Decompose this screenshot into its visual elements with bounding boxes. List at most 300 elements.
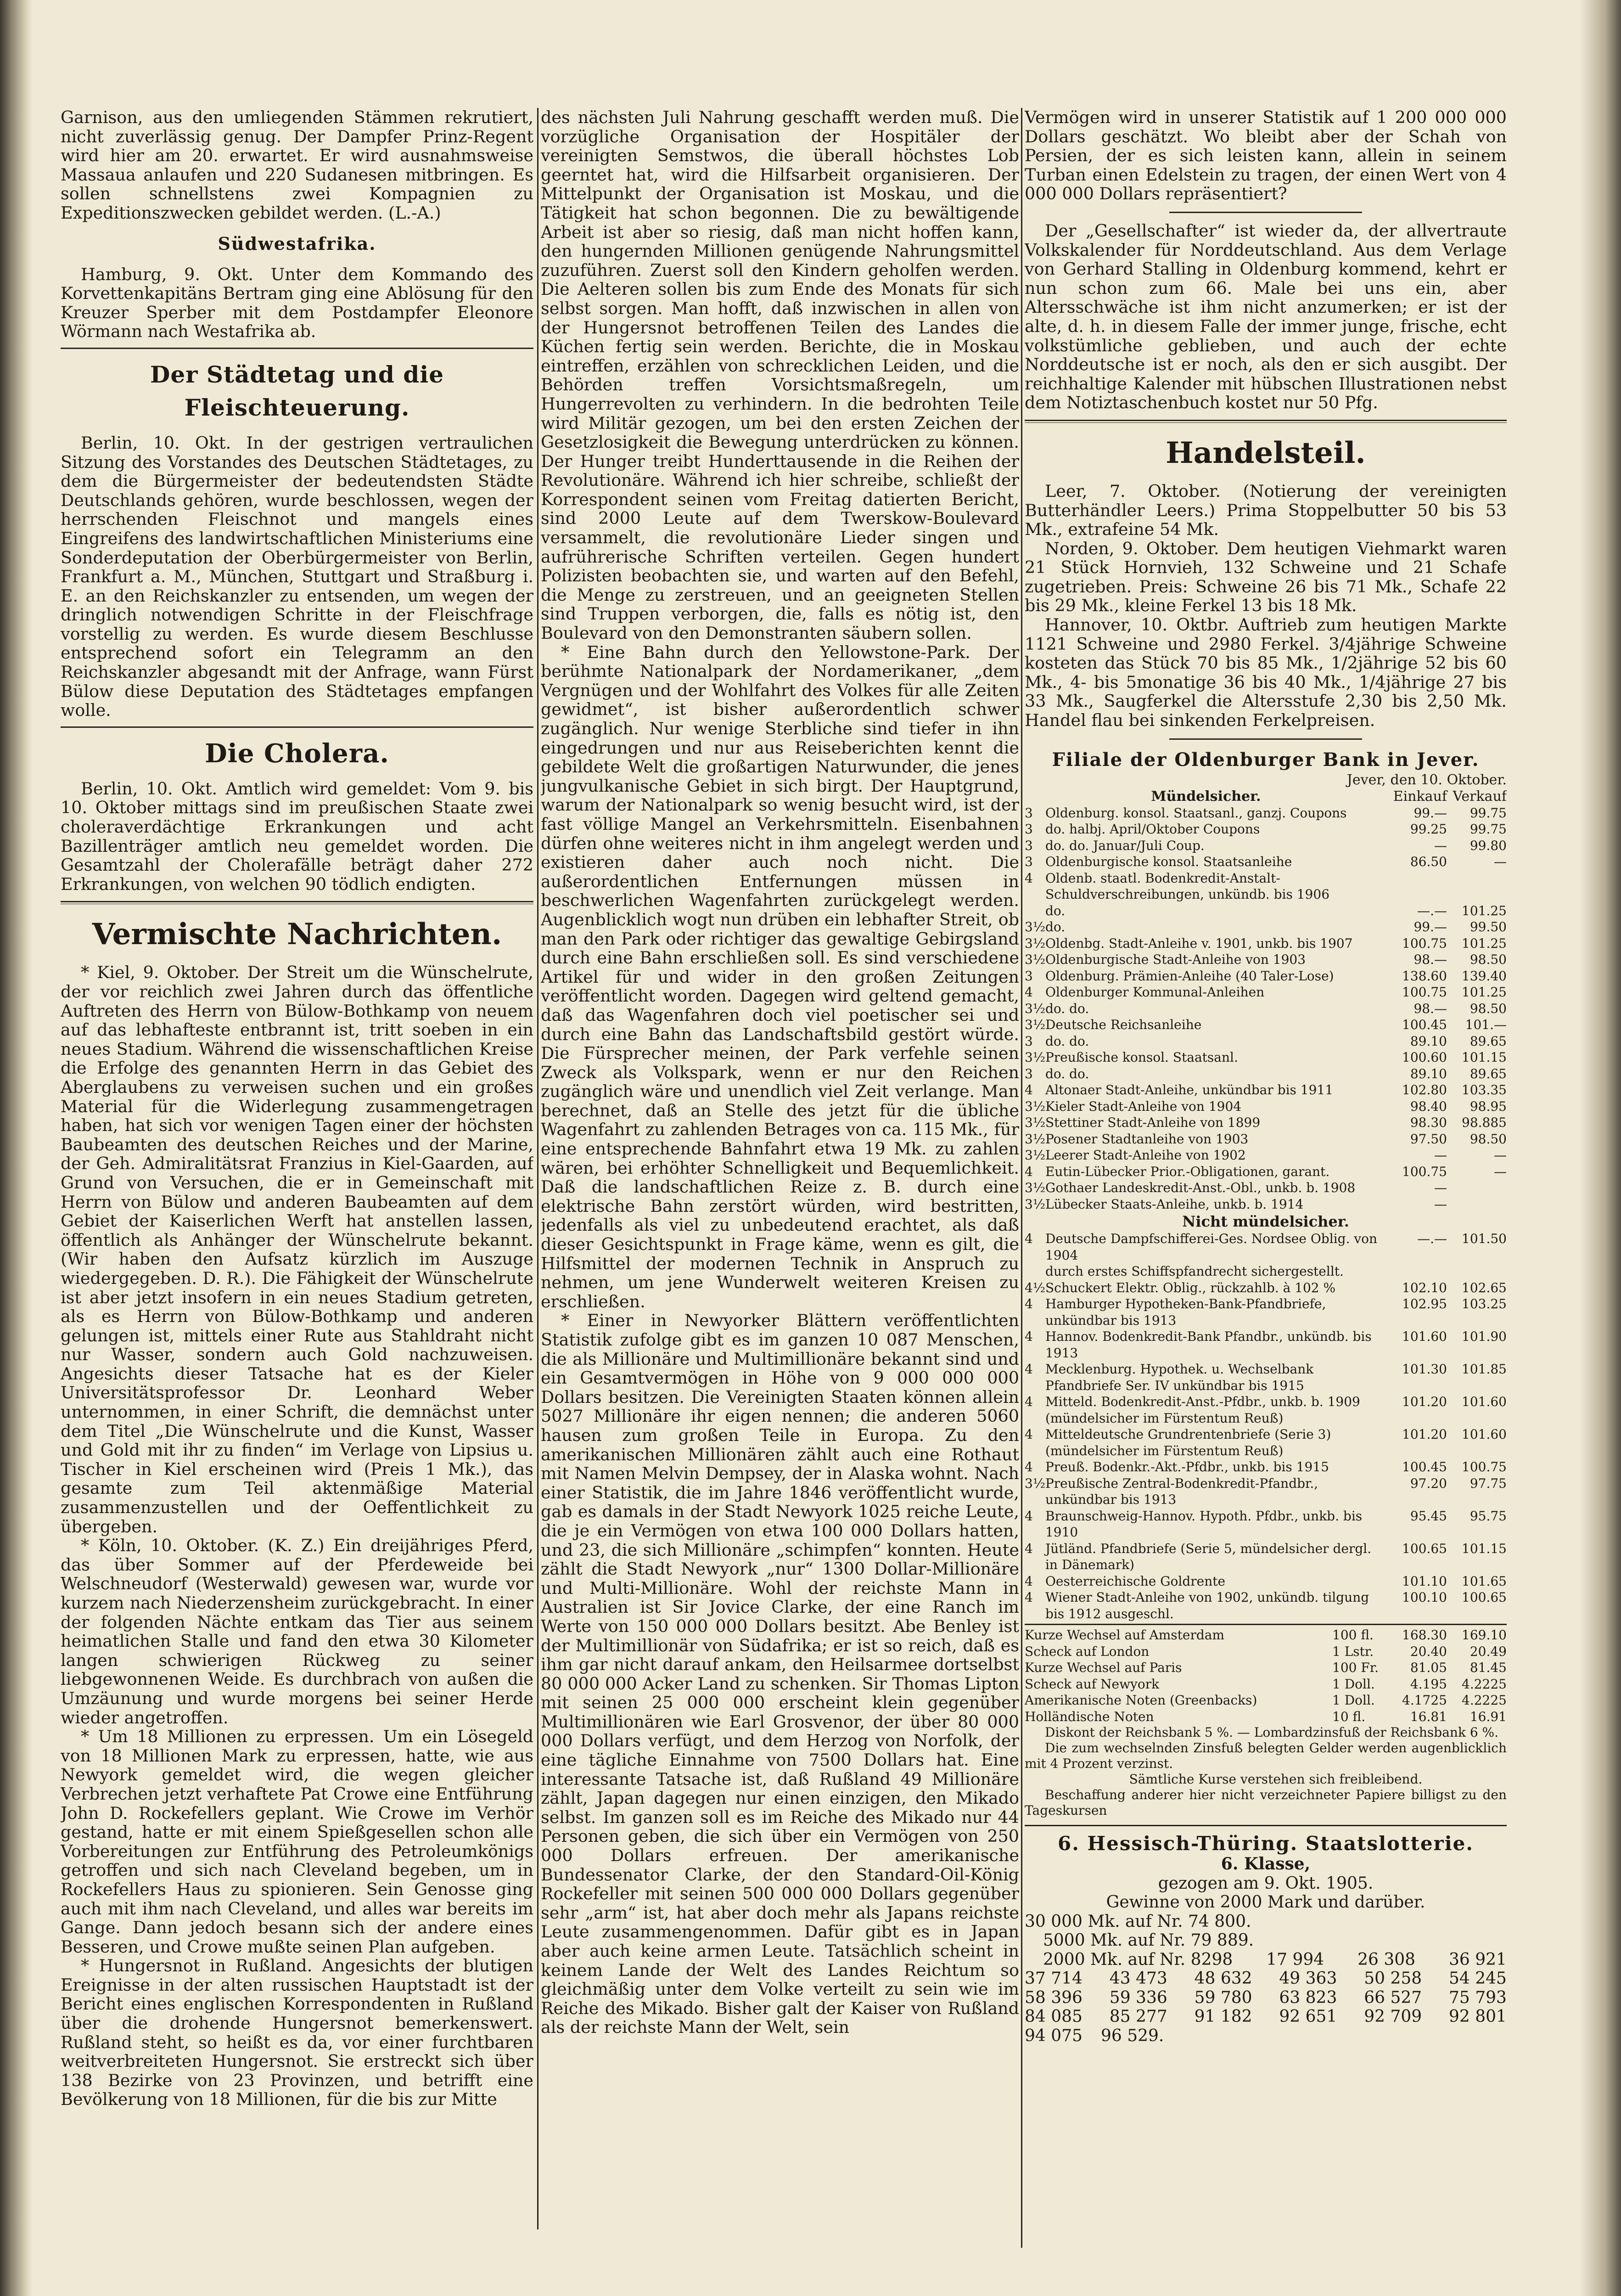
table-section-label: Mündelsicher.: [1151, 788, 1261, 805]
table-cell: 4.2225: [1462, 1693, 1507, 1708]
table-cell: 95.45: [1410, 1508, 1447, 1524]
table-cell: 101.90: [1462, 1329, 1507, 1345]
table-cell: 98.—: [1413, 952, 1447, 968]
page-edge-shadow: [0, 0, 32, 2296]
table-row: [1025, 1131, 1507, 1148]
divider: [61, 901, 533, 904]
article-text: Garnison, aus den umliegenden Stämmen rekrutiert, nicht zuverlässig genug. Der Dampfer Prinz-Regent wird hier am 20. erwartet. Er wird ausnahmsweise Massaua anlaufen und 220 Sudanesen mitbringen. Es sollen schnellstens zwei Kompagnien zu Expeditionszwecken gebildet werden. (L.-A.): [61, 108, 533, 223]
table-cell: 3½: [1025, 1131, 1045, 1147]
lottery-numbers: [1025, 1950, 1507, 2046]
table-row: [1025, 1147, 1507, 1164]
table-cell: Amerikanische Noten (Greenbacks): [1025, 1693, 1257, 1708]
table-cell: 81.05: [1410, 1660, 1447, 1676]
table-cell: Mitteldeutsche Grundrentenbriefe (Serie 3) (mündelsicher im Fürstentum Reuß): [1045, 1427, 1331, 1458]
lottery-number: 66 527: [1364, 1988, 1422, 2007]
table-cell: Altonaer Stadt-Anleihe, unkündbar bis 1911: [1045, 1082, 1334, 1098]
table-cell: 100.65: [1402, 1541, 1447, 1556]
table-cell: 89.10: [1410, 1033, 1447, 1049]
table-cell: Oldenbg. Stadt-Anleihe v. 1901, unkb. bis 1907: [1045, 935, 1353, 951]
lottery-number: 50 258: [1364, 1969, 1422, 1988]
table-cell: Kieler Stadt-Anleihe von 1904: [1045, 1098, 1242, 1114]
table-cell: 101.65: [1462, 1573, 1507, 1589]
table-cell: 3: [1025, 854, 1033, 870]
table-row: [1025, 1328, 1507, 1361]
lottery-number-row: [1025, 1988, 1507, 2008]
table-cell: 100 Fr.: [1332, 1660, 1379, 1676]
table-row: [1025, 1660, 1507, 1676]
lottery-number: 59 780: [1194, 1988, 1252, 2007]
table-cell: 4: [1025, 1427, 1033, 1442]
lottery-number: 49 363: [1279, 1969, 1337, 1988]
table-row: [1025, 1098, 1507, 1115]
table-row: [1025, 1589, 1507, 1622]
table-row: [1025, 1627, 1507, 1643]
lottery-line: 5000 Mk. auf Nr. 79 889.: [1043, 1931, 1254, 1950]
table-cell: [1387, 1263, 1447, 1280]
table-cell: 4.2225: [1462, 1676, 1507, 1692]
table-cell: —: [1434, 838, 1447, 853]
lottery-number: 48 632: [1194, 1969, 1252, 1988]
table-cell: Posener Stadtanleihe von 1903: [1045, 1131, 1249, 1147]
table-cell: 4: [1025, 1296, 1033, 1312]
table-cell: 101.20: [1402, 1394, 1447, 1410]
table-cell: 101.25: [1462, 903, 1507, 918]
table-cell: 98.885: [1462, 1115, 1507, 1131]
table-cell: do. do.: [1045, 1066, 1089, 1081]
table-cell: Braunschweig-Hannov. Hypoth. Pfdbr., unkb. bis 1910: [1045, 1508, 1363, 1540]
table-row: [1025, 1033, 1507, 1050]
lottery-number-row: [1025, 2026, 1507, 2046]
lottery-line: 2000 Mk. auf Nr. 8298: [1043, 1950, 1233, 1969]
table-row: [1025, 1676, 1507, 1693]
table-cell: do. halbj. April/Oktober Coupons: [1045, 822, 1260, 837]
lottery-number-row: [1025, 1969, 1507, 1988]
table-cell: 4: [1025, 1541, 1033, 1556]
table-cell: Jütländ. Pfandbriefe (Serie 5, mündelsicher dergl. in Dänemark): [1045, 1541, 1372, 1573]
lottery-heading: 6. Hessisch-Thüring. Staatslotterie.: [1057, 1832, 1474, 1855]
table-cell: 101.30: [1402, 1362, 1447, 1377]
table-cell: 3: [1025, 822, 1033, 837]
table-row: [1025, 1541, 1507, 1573]
table-cell: 1 Doll.: [1332, 1676, 1375, 1692]
table-row: [1025, 1361, 1507, 1394]
bank-heading: Filiale der Oldenburger Bank in Jever.: [1052, 748, 1480, 771]
table-cell: —: [1494, 1164, 1507, 1179]
bank-note: Beschaffung anderer hier nicht verzeichneter Papiere billigst zu den Tageskursen: [1025, 1787, 1507, 1818]
table-row: [1025, 870, 1507, 903]
table-cell: 3½: [1025, 1115, 1045, 1131]
table-cell: 168.30: [1402, 1627, 1447, 1643]
table-cell: 99.75: [1470, 805, 1507, 821]
table-cell: 101.60: [1462, 1427, 1507, 1442]
table-row: [1025, 1508, 1507, 1541]
table-cell: [1447, 1180, 1507, 1196]
table-cell: 4.195: [1410, 1676, 1447, 1692]
table-cell: 10 fl.: [1332, 1709, 1366, 1724]
table-cell: 3½: [1025, 919, 1045, 935]
table-row: [1025, 854, 1507, 870]
table-row: [1025, 935, 1507, 952]
bank-note: Diskont der Reichsbank 5 %. — Lombardzinsfuß der Reichsbank 6 %.: [1045, 1725, 1499, 1740]
table-cell: 98.40: [1410, 1098, 1447, 1114]
table-cell: 101.60: [1462, 1394, 1507, 1410]
table-cell: 102.10: [1402, 1280, 1447, 1295]
table-cell: 97.20: [1410, 1475, 1447, 1491]
table-cell: 99.—: [1413, 805, 1447, 821]
table-cell: Oldenburgische Stadt-Anleihe von 1903: [1045, 952, 1306, 968]
table-cell: Hamburger Hypotheken-Bank-Pfandbriefe, unkündbar bis 1913: [1045, 1296, 1326, 1328]
table-cell: 16.81: [1410, 1709, 1447, 1724]
table-cell: 4: [1025, 1362, 1033, 1377]
divider: [1169, 738, 1362, 740]
table-cell: 4: [1025, 1231, 1033, 1247]
article-text: * Kiel, 9. Oktober. Der Streit um die Wünschelrute, der vor reichlich zwei Jahren durch das öffentliche Auftreten des Herrn von Bülow-Bothkamp von neuem auf das lebhafteste entbrannt ist, tritt soeben in ein neues Stadium. Während die wissenschaftlichen Kreise die Erfolge des genannten Herrn in das Gebiet des Aberglaubens zu verweisen suchen und ein großes Material für die Widerlegung zusammengetragen haben, hat sich vor wenigen Tagen einer der höchsten Baubeamten des deutschen Reiches und der Marine, der Geh. Admiralitätsrat Franzius in Kiel-Gaarden, auf Grund von Versuchen, die er in Gemeinschaft mit Herrn von Bülow und anderen Baubeamten auf dem Gebiet der Kaiserlichen Werft hat anstellen lassen, öffentlich als Anhänger der Wünschelrute bekannt. (Wir haben den Aufsatz kürzlich im Auszuge wiedergegeben. D. R.). Die Fähigkeit der Wünschelrute ist aber jetzt insofern in ein neues Stadium getreten, als es Herrn von Bülow-Bothkamp und anderen gelungen ist, mittels einer Rute aus Stahldraht nicht nur Wasser, sondern auch Gold nachzuweisen. Angesichts dieser Tatsache hat es der Kieler Universitätsprofessor Dr. Leonhard Weber unternommen, in einer Schrift, die demnächst unter dem Titel „Die Wünschelrute und die Kunst, Wasser und Gold mit ihr zu finden“ im Verlage von Lipsius u. Tischer in Kiel erscheinen wird (Preis 1 Mk.), das gesamte zum Teil aktenmäßige Material zusammenzustellen und der Oeffentlichkeit zu übergeben.: [61, 962, 533, 1536]
table-cell: Wiener Stadt-Anleihe von 1902, unkündb. tilgung bis 1912 ausgeschl.: [1045, 1590, 1369, 1621]
table-cell: 99.80: [1470, 838, 1507, 853]
table-row: [1025, 1709, 1507, 1725]
table-cell: Kurze Wechsel auf Paris: [1025, 1660, 1182, 1676]
table-cell: 102.95: [1402, 1296, 1447, 1312]
table-row: [1025, 838, 1507, 854]
table-cell: Preußische konsol. Staatsanl.: [1045, 1050, 1238, 1065]
table-section-label: Nicht mündelsicher.: [1182, 1213, 1349, 1231]
table-cell: 99.25: [1410, 822, 1447, 837]
table-cell: do. do. Januar/Juli Coup.: [1045, 838, 1205, 853]
table-cell: 4: [1025, 1508, 1033, 1524]
article-text: Hamburg, 9. Okt. Unter dem Kommando des Korvettenkapitäns Bertram ging eine Ablösung für den Kreuzer Sperber mit dem Postdampfer Eleonore Wörmann nach Westafrika ab.: [61, 264, 533, 342]
table-row: [1025, 1573, 1507, 1590]
divider: [1025, 1825, 1507, 1826]
table-cell: 3½: [1025, 1098, 1045, 1114]
table-cell: 3½: [1025, 952, 1045, 968]
table-cell: 99.—: [1413, 919, 1447, 935]
lottery-number: 58 396: [1025, 1988, 1083, 2007]
lottery-number: 85 277: [1109, 2007, 1167, 2026]
table-cell: [1447, 870, 1507, 903]
lottery-number: 92 709: [1364, 2007, 1422, 2026]
table-cell: 4: [1025, 1394, 1033, 1410]
table-cell: 100.45: [1402, 1017, 1447, 1033]
table-cell: Lübecker Staats-Anleihe, unkb. b. 1914: [1045, 1196, 1304, 1212]
table-cell: 101.25: [1462, 985, 1507, 1000]
column-3: [1025, 108, 1507, 2248]
table-cell: Holländische Noten: [1025, 1709, 1154, 1724]
table-cell: 3½: [1025, 1148, 1045, 1163]
table-cell: Oldenburger Kommunal-Anleihen: [1045, 985, 1265, 1000]
table-cell: 16.91: [1470, 1709, 1507, 1724]
table-cell: 97.75: [1470, 1475, 1507, 1491]
table-row: [1025, 1066, 1507, 1082]
table-row: [1025, 1426, 1507, 1459]
lottery-date: gezogen am 9. Okt. 1905.: [1158, 1874, 1374, 1893]
table-cell: 100.75: [1402, 985, 1447, 1000]
table-cell: 3½: [1025, 1050, 1045, 1065]
column-1: [61, 108, 533, 2229]
column-header: Einkauf: [1393, 788, 1447, 805]
table-cell: 102.65: [1462, 1280, 1507, 1295]
table-cell: Oldenb. staatl. Bodenkredit-Anstalt-Schuldverschreibungen, unkündb. bis 1906: [1045, 870, 1330, 902]
table-row: [1025, 919, 1507, 935]
column-rule: [1021, 108, 1022, 2248]
table-cell: Mitteld. Bodenkredit-Anst.-Pfdbr., unkb. b. 1909 (mündelsicher im Fürstentum Reuß): [1045, 1394, 1360, 1426]
table-cell: Scheck auf Newyork: [1025, 1676, 1160, 1692]
column-header: Verkauf: [1453, 788, 1507, 805]
table-cell: 100 fl.: [1332, 1627, 1374, 1643]
table-cell: [1447, 1196, 1507, 1213]
divider: [61, 348, 533, 349]
lottery-number: 91 182: [1194, 2007, 1252, 2026]
lottery-number: 75 793: [1448, 1988, 1507, 2007]
table-row: [1025, 1049, 1507, 1066]
table-cell: 3½: [1025, 1180, 1045, 1196]
table-cell: 102.80: [1402, 1082, 1447, 1098]
table-cell: 20.49: [1470, 1643, 1507, 1659]
table-cell: 139.40: [1462, 968, 1507, 984]
securities-table: [1025, 1231, 1507, 1622]
page-edge-shadow-right: [1580, 0, 1621, 2296]
table-cell: [1025, 1263, 1045, 1280]
table-cell: 138.60: [1402, 968, 1447, 984]
section-heading: Handelsteil.: [1166, 435, 1366, 470]
article-text: des nächsten Juli Nahrung geschafft werden muß. Die vorzügliche Organisation der Hospitäler der vereinigten Semstwos, die überall höchstes Lob geerntet hat, wird die Hilfsarbeit organisieren. Der Mittelpunkt der Organisation ist Moskau, und die Tätigkeit hat schon begonnen. Die zu bewältigende Arbeit ist aber so riesig, daß man nicht hoffen kann, den hungernden Millionen genügende Nahrungsmittel zuzuführen. Zuerst soll den Kindern geholfen werden. Die Aelteren sollen bis zum Ende des Monats für sich selbst sorgen. Man hofft, daß inzwischen in allen von der Hungersnot betroffenen Teilen des Landes die Küchen fertig sein werden. Berichte, die in Moskau eintreffen, erzählen von schrecklichen Leiden, und die Behörden treffen Vorsichtsmaßregeln, um Hungerrevolten zu verhindern. In die bedrohten Teile wird Militär gezogen, um bei den ersten Zeichen der Gesetzlosigkeit die Bewegung unterdrücken zu können. Der Hunger treibt Hunderttausende in die Reihen der Revolutionäre. Während ich hier schreibe, schließt der Korrespondent seinen vom Freitag datierten Bericht, sind 2000 Leute auf dem Twerskow-Boulevard versammelt, die revolutionäre Lieder singen und aufrührerische Schriften verteilen. Gegen hundert Polizisten beobachten sie, und warten auf den Befehl, die Menge zu zerstreuen, und an geeigneten Stellen sind Truppen verborgen, die, falls es nötig ist, den Boulevard von den Demonstranten säubern sollen.: [541, 108, 1019, 643]
table-cell: 99.50: [1470, 919, 1507, 935]
table-row: [1025, 1001, 1507, 1017]
article-text: * Einer in Newyorker Blättern veröffentlichten Statistik zufolge gibt es im ganzen 10 087 Menschen, die als Millionäre und Multimillionäre bekannt sind und ein Gesamtvermögen in Höhe von 9 000 000 000 Dollars besitzen. Die Vereinigten Staaten können allein 5027 Millionäre ihr eigen nennen; die anderen 5060 hausen zum großen Teile in Europa. Zu den amerikanischen Millionären zählt auch eine Rothaut mit Namen Melvin Dempsey, der in Alaska wohnt. Nach einer Statistik, die im Jahre 1846 veröffentlicht wurde, gab es damals in der Stadt Newyork 1025 reiche Leute, die je ein Vermögen von etwa 100 000 Dollars hatten, und 23, die sich Millionäre „schimpfen“ konnten. Heute zählt die Stadt Newyork „nur“ 1300 Dollar-Millionäre und Multi-Millionäre. Wohl der reichste Mann in Australien ist Sir Jovice Clarke, der eine Ranch im Werte von 150 000 000 Dollars besitzt. Abe Benley ist der Multimillionär von Südafrika; er ist so reich, daß es ihm gar nicht darauf ankam, den Heilsarmee dortselbst 80 000 000 Acker Land zu schenken. Sir Thomas Lipton mit seinen 25 000 000 erscheint klein gegenüber Multimillionären wie Earl Grosvenor, der über 80 000 000 Dollars verfügt, und dem Herzog von Norfolk, der eine tägliche Einnahme von 7500 Dollars hat. Eine interessante Tatsache ist, daß Rußland 49 Millionäre zählt, Japan dagegen nur einen einzigen, den Mikado selbst. Im ganzen soll es im Reiche des Mikado nur 44 Personen geben, die sich über ein Vermögen von 250 000 Dollars erfreuen. Der amerikanische Bundessenator Clarke, der den Standard-Oil-König Rockefeller mit seinen 500 000 000 Dollars gegenüber sehr „arm“ ist, hat aber doch mehr als Japans reichste Leute zusammengenommen. Dafür gibt es in Japan aber auch keine armen Leute. Tatsächlich scheint in keinem Lande der Welt des Landes Reichtum so gleichmäßig unter dem Volke verteilt zu sein wie im Reiche des Mikado. Bisher galt der Kaiser von Rußland als der reichste Mann der Welt, sein: [541, 1311, 1019, 2037]
table-cell: 100.75: [1402, 935, 1447, 951]
table-cell: 4: [1025, 1082, 1033, 1098]
table-cell: 89.65: [1470, 1066, 1507, 1081]
lottery-number: 92 651: [1279, 2007, 1337, 2026]
table-cell: Preußische Zentral-Bodenkredit-Pfandbr., unkündbar bis 1913: [1045, 1475, 1318, 1508]
table-row: [1025, 1263, 1507, 1280]
table-cell: [1387, 870, 1447, 903]
table-cell: 4: [1025, 1573, 1033, 1589]
table-cell: [1447, 1263, 1507, 1280]
table-cell: 98.50: [1470, 1001, 1507, 1016]
table-cell: 89.65: [1470, 1033, 1507, 1049]
table-row: [1025, 1017, 1507, 1033]
lottery-number: 36 921: [1449, 1950, 1507, 1969]
table-row: [1025, 903, 1507, 919]
table-cell: do.: [1045, 919, 1066, 935]
table-cell: 100.75: [1462, 1459, 1507, 1475]
bank-note: Sämtliche Kurse verstehen sich freibleibend.: [1129, 1772, 1423, 1787]
table-cell: 4: [1025, 985, 1033, 1000]
table-cell: durch erstes Schiffspfandrecht sichergestellt.: [1045, 1264, 1344, 1279]
table-cell: 98.50: [1470, 952, 1507, 968]
table-cell: Preuß. Bodenkr.-Akt.-Pfdbr., unkb. bis 1915: [1045, 1459, 1329, 1475]
table-cell: 4.1725: [1402, 1693, 1447, 1708]
table-cell: 3: [1025, 968, 1033, 984]
table-cell: 20.40: [1410, 1643, 1447, 1659]
table-row: [1025, 1280, 1507, 1296]
table-row: [1025, 1475, 1507, 1508]
table-cell: Deutsche Reichsanleihe: [1045, 1017, 1202, 1033]
table-cell: —: [1494, 854, 1507, 870]
article-text: Vermögen wird in unserer Statistik auf 1 200 000 000 Dollars geschätzt. Wo bleibt aber der Schah von Persien, der es sich leisten kann, allein in seinem Turban einen Edelstein zu tragen, der einen Wert von 4 000 000 Dollars repräsentiert?: [1025, 108, 1507, 204]
table-row: [1025, 1394, 1507, 1426]
table-cell: 3½: [1025, 1196, 1045, 1212]
section-heading: Vermischte Nachrichten.: [92, 917, 502, 952]
table-cell: 101.10: [1402, 1573, 1447, 1589]
table-cell: 4: [1025, 1329, 1033, 1345]
table-cell: do.: [1045, 903, 1066, 918]
divider: [1169, 212, 1362, 213]
bank-note: Die zum wechselnden Zinsfuß belegten Gelder werden augenblicklich mit 4 Prozent verzinst.: [1025, 1740, 1507, 1772]
table-cell: 101.15: [1462, 1050, 1507, 1065]
table-cell: —: [1434, 1180, 1447, 1196]
table-cell: 98.50: [1470, 1131, 1507, 1147]
article-text: * Um 18 Millionen zu erpressen. Um ein Lösegeld von 18 Millionen Mark zu erpressen, hatte, wie aus Newyork gemeldet wird, die wegen gleicher Verbrechen jetzt verhaftete Pat Crowe eine Entführung John D. Rockefellers geplant. Wie Crowe im Verhör gestand, hatte er mit einem Spießgesellen schon alle Vorbereitungen zur Entführung des Petroleumkönigs getroffen und sich nach Cleveland begeben, um in Rockefellers Haus zu spionieren. Sein Genosse ging auch mit ihm nach Cleveland, und alles war bereits im Gange. Dann jedoch besann sich der andere eines Besseren, und Crowe mußte seinen Plan aufgeben.: [61, 1727, 533, 1957]
table-row: [1025, 1459, 1507, 1475]
lottery-number: 63 823: [1279, 1988, 1337, 2007]
table-cell: 101.25: [1462, 935, 1507, 951]
table-cell: do. do.: [1045, 1001, 1089, 1016]
table-cell: Kurze Wechsel auf Amsterdam: [1025, 1627, 1225, 1643]
table-cell: 1 Doll.: [1332, 1693, 1375, 1708]
table-cell: —: [1434, 1148, 1447, 1163]
lottery-number: 94 075: [1025, 2026, 1083, 2045]
table-cell: 3½: [1025, 1001, 1045, 1016]
article-text: Der „Gesellschafter“ ist wieder da, der allvertraute Volkskalender für Norddeutschland. Aus dem Verlage von Gerhard Stalling in Oldenburg kommend, kehrt er nun schon zum 66. Male bei uns ein, aber Altersschwäche ist ihm nicht anzumerken; er ist der alte, d. h. in diesem Falle der immer junge, frische, echt volkstümliche geblieben, und auch der echte Norddeutsche ist er noch, als den er sich ausgibt. Der reichhaltige Kalender mit hübschen Illustrationen nebst dem Notiztaschenbuch kostet nur 50 Pfg.: [1025, 220, 1507, 413]
lottery-number: 17 994: [1266, 1950, 1324, 1969]
table-row: [1025, 968, 1507, 985]
table-cell: 100.75: [1402, 1164, 1447, 1179]
table-row: [1025, 1196, 1507, 1213]
table-cell: Oesterreichische Goldrente: [1045, 1573, 1226, 1589]
table-cell: 4½: [1025, 1280, 1045, 1295]
divider: [61, 726, 533, 728]
lottery-number: 54 245: [1448, 1969, 1507, 1988]
table-row: [1025, 1114, 1507, 1131]
table-cell: 103.25: [1462, 1296, 1507, 1312]
market-report: Norden, 9. Oktober. Dem heutigen Viehmarkt waren 21 Stück Hornvieh, 132 Schweine und 21 Schafe zugetrieben. Preis: Schweine 26 bis 71 Mk., Schafe 22 bis 29 Mk., kleine Ferkel 13 bis 18 Mk.: [1025, 538, 1507, 616]
table-cell: 100.10: [1402, 1590, 1447, 1605]
article-text: Berlin, 10. Okt. Amtlich wird gemeldet: Vom 9. bis 10. Oktober mittags sind im preußischen Staate zwei choleraverdächtige Erkrankungen und acht Bazillenträger amtlich neu gemeldet worden. Die Gesamtzahl der Cholerafälle beträgt daher 272 Erkrankungen, von welchen 90 tödlich endigten.: [61, 778, 533, 894]
table-cell: 101.60: [1402, 1329, 1447, 1345]
table-cell: 3½: [1025, 1017, 1045, 1033]
column-2: [541, 108, 1019, 2248]
article-text: * Hungersnot in Rußland. Angesichts der blutigen Ereignisse in der alten russischen Hauptstadt ist der Bericht eines englischen Korrespondenten in Rußland über die drohende Hungersnot bemerkenswert. Rußland steht, so heißt es da, vor einer furchtbaren weitverbreiteten Hungersnot. Sie erstreckt sich über 138 Bezirke von 23 Provinzen, und betrifft eine Bevölkerung von 18 Millionen, für die bis zur Mitte: [61, 1956, 533, 2110]
table-cell: 3: [1025, 838, 1033, 853]
table-row: [1025, 1643, 1507, 1660]
table-cell: 89.10: [1410, 1066, 1447, 1081]
table-cell: —.—: [1417, 903, 1447, 918]
market-report: Hannover, 10. Oktbr. Auftrieb zum heutigen Markte 1121 Schweine und 2980 Ferkel. 3/4jährige Schweine kosteten das Stück 70 bis 85 Mk., 1/2jährige 52 bis 60 Mk., 4- bis 5monatige 36 bis 40 Mk., 1/4jährige 27 bis 33 Mk., Saugferkel die Altersstufe 2,30 bis 2,50 Mk. Handel flau bei sinkenden Ferkelpreisen.: [1025, 615, 1507, 731]
table-cell: 3: [1025, 1066, 1033, 1081]
column-rule: [537, 108, 538, 2229]
lottery-number: 43 473: [1109, 1969, 1167, 1988]
table-cell: Schuckert Elektr. Oblig., rückzahlb. à 102 %: [1045, 1280, 1336, 1295]
lottery-line: 30 000 Mk. auf Nr. 74 800.: [1025, 1912, 1251, 1931]
table-row: [1025, 1296, 1507, 1328]
table-cell: 169.10: [1462, 1627, 1507, 1643]
table-cell: 101.50: [1462, 1231, 1507, 1247]
lottery-number: 96 529.: [1100, 2026, 1164, 2045]
table-cell: 100.65: [1462, 1590, 1507, 1605]
table-row: [1025, 1692, 1507, 1709]
table-cell: Hannov. Bodenkredit-Bank Pfandbr., unkündb. bis 1913: [1045, 1329, 1372, 1361]
table-cell: 97.50: [1410, 1131, 1447, 1147]
table-cell: Gothaer Landeskredit-Anst.-Obl., unkb. b. 1908: [1045, 1180, 1356, 1196]
lottery-number: 37 714: [1025, 1969, 1083, 1988]
table-row: [1025, 821, 1507, 838]
lottery-number: 59 336: [1109, 1988, 1167, 2007]
exchange-table: [1025, 1627, 1507, 1725]
table-cell: 101.—: [1465, 1017, 1507, 1033]
table-cell: 4: [1025, 870, 1033, 886]
table-cell: Mecklenburg. Hypothek. u. Wechselbank Pfandbriefe Ser. IV unkündbar bis 1915: [1045, 1362, 1314, 1393]
divider: [1025, 420, 1507, 423]
section-heading: Der Städtetag und die Fleischteuerung.: [150, 360, 444, 421]
table-cell: Deutsche Dampfschifferei-Ges. Nordsee Oblig. von 1904: [1045, 1231, 1378, 1263]
table-cell: 4: [1025, 1590, 1033, 1605]
lottery-class: 6. Klasse,: [1221, 1854, 1311, 1874]
table-cell: [1025, 903, 1045, 919]
table-row: [1025, 1180, 1507, 1196]
table-cell: 101.15: [1462, 1541, 1507, 1556]
table-cell: do. do.: [1045, 1033, 1089, 1049]
table-row: [1025, 984, 1507, 1001]
table-cell: 3: [1025, 805, 1033, 821]
lottery-number: 84 085: [1025, 2007, 1083, 2026]
divider: [1025, 1624, 1507, 1625]
lottery-subtitle: Gewinne von 2000 Mark und darüber.: [1106, 1893, 1425, 1912]
section-heading: Die Cholera.: [205, 738, 389, 769]
table-cell: 103.35: [1462, 1082, 1507, 1098]
market-report: Leer, 7. Oktober. (Notierung der vereinigten Butterhändler Leers.) Prima Stoppelbutter 50 bis 53 Mk., extrafeine 54 Mk.: [1025, 481, 1507, 540]
table-cell: Oldenburg. Prämien-Anleihe (40 Taler-Lose): [1045, 968, 1334, 984]
table-cell: —: [1494, 1148, 1507, 1163]
table-row: [1025, 951, 1507, 968]
table-cell: 86.50: [1410, 854, 1447, 870]
table-row: [1025, 1231, 1507, 1263]
table-cell: 98.—: [1413, 1001, 1447, 1016]
table-cell: 101.85: [1462, 1362, 1507, 1377]
table-cell: 101.20: [1402, 1427, 1447, 1442]
table-cell: —.—: [1417, 1231, 1447, 1247]
lottery-number: 92 801: [1448, 2007, 1507, 2026]
lottery-number-row: [1025, 2007, 1507, 2026]
table-cell: 3½: [1025, 935, 1045, 951]
table-cell: 100.45: [1402, 1459, 1447, 1475]
section-heading: Südwestafrika.: [218, 233, 376, 254]
table-cell: —: [1434, 1196, 1447, 1212]
table-cell: 100.60: [1402, 1050, 1447, 1065]
lottery-number: 26 308: [1357, 1950, 1416, 1969]
article-text: * Eine Bahn durch den Yellowstone-Park. Der berühmte Nationalpark der Nordamerikaner, „dem Vergnügen und der Wohlfahrt des Volkes für alle Zeiten gewidmet“, ist bisher außerordentlich schwer zugänglich. Nur wenige Sterbliche sind tiefer in ihn eingedrungen und nur aus Reiseberichten kennt die gebildete Welt die großartigen Naturwunder, die jenes jungvulkanische Gebiet in sich birgt. Der Hauptgrund, warum der Nationalpark so wenig besucht wird, ist der fast völlige Mangel an Verkehrsmitteln. Eisenbahnen dürfen ohne weiteres nicht in ihm angelegt werden und existieren daher auch noch nicht. Die außerordentlichen Entfernungen müssen in beschwerlichen Wagenfahrten zurückgelegt werden. Augenblicklich wogt nun drüben ein lebhafter Streit, ob man den Park oder richtiger das gewaltige Gebirgsland durch eine Bahn erschließen soll. Es sind verschiedene Artikel für und wider in den großen Zeitungen veröffentlicht worden. Dagegen wird geltend gemacht, daß das Wagenfahren doch viel poetischer sei und durch eine Bahn das Landschaftsbild gestört würde. Die Fürsprecher meinen, der Park verfehle seinen Zweck als Volkspark, wenn er nur den Reichen zugänglich wäre und unendlich viel Zeit verlange. Man berechnet, daß an Stelle des jetzt für die übliche Wagenfahrt zu zahlenden Betrages von ca. 115 Mk., für eine entsprechende Bahnfahrt etwa 19 Mk. zu zahlen wären, bei erhöhter Schnelligkeit und Bequemlichkeit. Daß die landschaftlichen Reize z. B. durch eine elektrische Bahn zerstört würden, wird bestritten, jedenfalls als viel zu unbedeutend erachtet, als daß dieser Gesichtspunkt in Frage käme, wenn es gilt, die Hilfsmittel der modernen Technik in Anspruch zu nehmen, um jene Wunderwelt weiteren Kreisen zu erschließen.: [541, 642, 1019, 1311]
securities-table: [1025, 805, 1507, 1213]
table-cell: 99.75: [1470, 822, 1507, 837]
lottery-number-row: [1025, 1950, 1507, 1970]
table-cell: Eutin-Lübecker Prior.-Obligationen, garant.: [1045, 1164, 1330, 1179]
table-cell: 3½: [1025, 1475, 1045, 1491]
table-cell: Oldenburg. konsol. Staatsanl., ganzj. Coupons: [1045, 805, 1347, 821]
table-cell: 1 Lstr.: [1332, 1643, 1374, 1659]
table-row: [1025, 1082, 1507, 1098]
table-cell: Scheck auf London: [1025, 1643, 1150, 1659]
table-cell: Leerer Stadt-Anleihe von 1902: [1045, 1148, 1246, 1163]
table-cell: 95.75: [1470, 1508, 1507, 1524]
table-cell: 81.45: [1470, 1660, 1507, 1676]
table-cell: Oldenburgische konsol. Staatsanleihe: [1045, 854, 1292, 870]
table-row: [1025, 805, 1507, 822]
table-row: [1025, 1164, 1507, 1180]
bank-date: Jever, den 10. Oktober.: [1346, 771, 1507, 788]
table-cell: 4: [1025, 1164, 1033, 1179]
table-cell: 98.30: [1410, 1115, 1447, 1131]
table-cell: 3: [1025, 1033, 1033, 1049]
